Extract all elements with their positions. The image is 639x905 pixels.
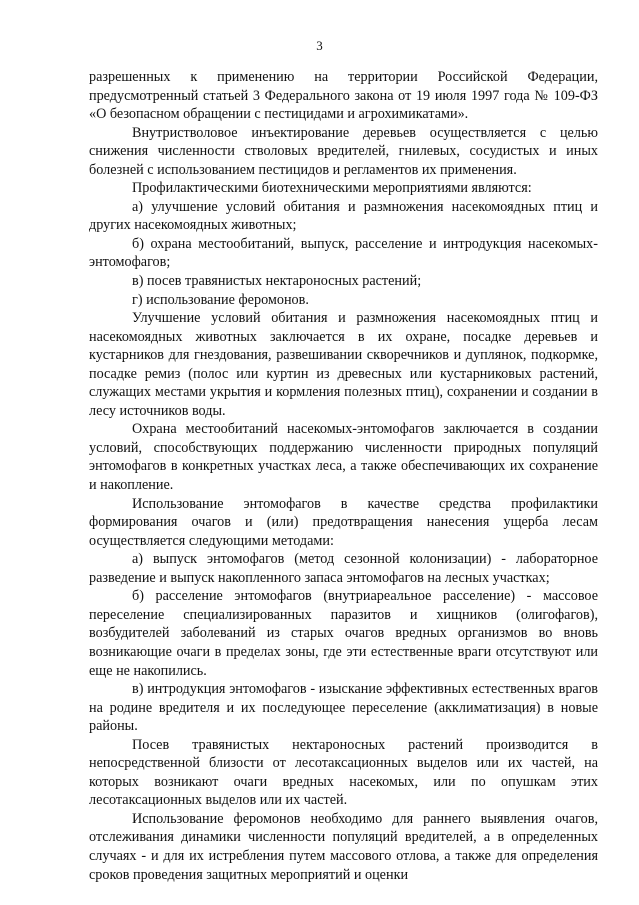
method-a-release: а) выпуск энтомофагов (метод сезонной колонизации) - лабораторное разведение и выпуск накопленного запаса энтомофагов на лесных участках;	[89, 551, 598, 586]
paragraph-continuation: разрешенных к применению на территории Российской Федерации, предусмотренный статьей 3 Федерального закона от 19 июля 1997 года № 109-ФЗ «О безопасном обращении с пестицидами и агрохимикатами».	[89, 69, 598, 123]
paragraph-entomophage-methods: Использование энтомофагов в качестве средства профилактики формирования очагов и (или) предотвращения нанесения ущерба лесам осуществляется следующими методами:	[89, 495, 598, 549]
list-item-c-nectar-plants: в) посев травянистых нектароносных растений;	[132, 273, 422, 290]
body-text	[89, 68, 598, 884]
list-item-d-pheromones: г) использование феромонов.	[132, 291, 309, 308]
paragraph-pheromone-use: Использование феромонов необходимо для раннего выявления очагов, отслеживания динамики численности популяций вредителей, а в определенных случаях - и для их истребления путем массового отлова, а также для определения сроков проведения защитных мероприятий и оценки	[89, 810, 598, 883]
list-item-a-birds: а) улучшение условий обитания и размножения насекомоядных птиц и других насекомоядных животных;	[89, 198, 598, 234]
method-c-introduction: в) интродукция энтомофагов - изыскание эффективных естественных врагов на родине вредителя и их последующее переселение (акклиматизация) в новые районы.	[89, 681, 598, 735]
method-b-resettlement: б) расселение энтомофагов (внутриареальное расселение) - массовое переселение специализированных паразитов и хищников (олигофагов), возбудителей заболеваний из старых очагов вредных организмов во вновь возникающие очаги в пределах зоны, где эти естественные враги отсутствуют или еще не накопились.	[89, 588, 598, 679]
page-number: 3	[316, 38, 323, 53]
list-item-b-entomophages: б) охрана местообитаний, выпуск, расселение и интродукция насекомых-энтомофагов;	[89, 235, 598, 271]
paragraph-bird-habitat: Улучшение условий обитания и размножения насекомоядных птиц и насекомоядных животных заключается в их охране, посадке деревьев и кустарников для гнездования, развешивании скворечников и дуплянок, подкормке, посадке ремиз (полос или куртин из древесных или кустарниковых растений, служащих местами укрытия и кормления полезных птиц), сохранении и создании в лесу источников воды.	[89, 310, 598, 419]
paragraph-biotech-measures-intro: Профилактическими биотехническими мероприятиями являются:	[132, 180, 532, 197]
paragraph-trunk-injection: Внутристволовое инъектирование деревьев осуществляется с целью снижения численности стволовых вредителей, гнилевых, сосудистых и иных болезней с использованием пестицидов и регламентов их применения.	[89, 124, 598, 178]
paragraph-entomophage-habitat: Охрана местообитаний насекомых-энтомофагов заключается в создании условий, способствующих поддержанию численности природных популяций энтомофагов в конкретных участках леса, а также обеспечивающих их сохранение и накопление.	[89, 421, 598, 494]
paragraph-nectar-sowing: Посев травянистых нектароносных растений производится в непосредственной близости от лесотаксационных выделов или их частей, на которых возникают очаги вредных насекомых, или по опушкам этих лесотаксационных выделов или их частей.	[89, 736, 598, 809]
